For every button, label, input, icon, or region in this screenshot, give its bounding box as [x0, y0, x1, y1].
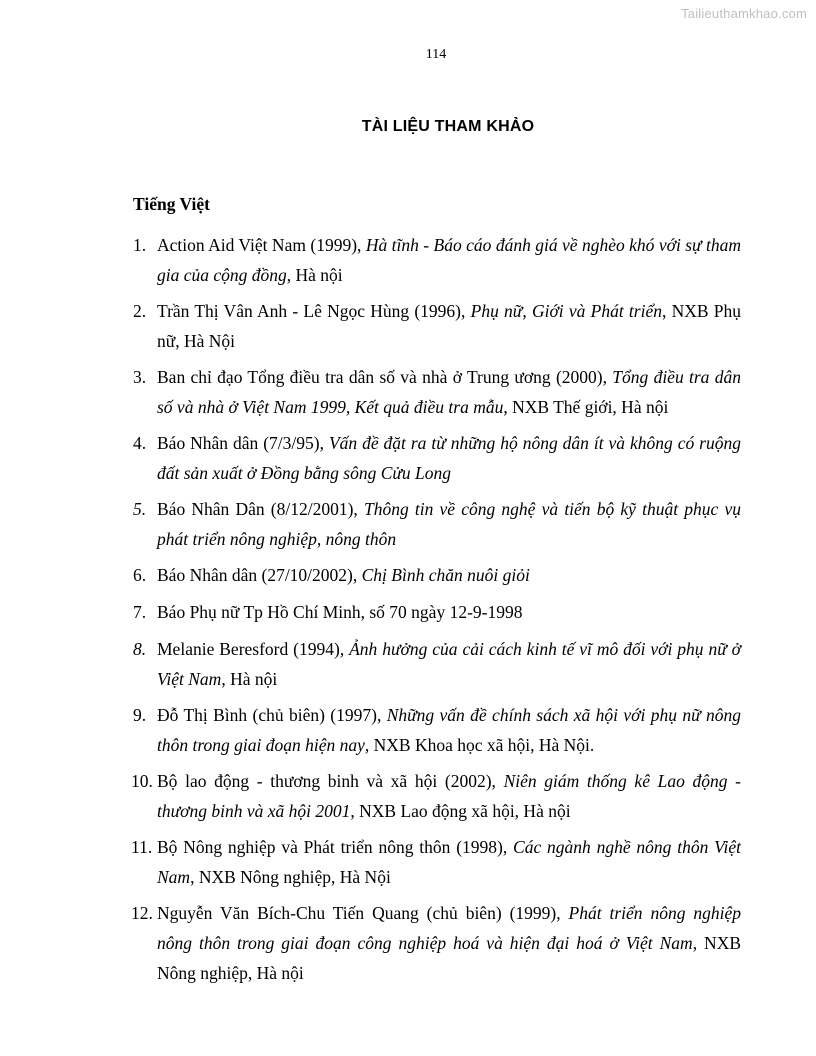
watermark: Tailieuthamkhao.com [681, 6, 807, 21]
reference-item [133, 634, 741, 694]
reference-title: Các ngành nghề nông thôn Việt Nam [157, 837, 742, 887]
reference-publisher: , NXB Lao động xã hội, Hà nội [350, 801, 571, 821]
reference-publisher: , Hà nội [221, 669, 278, 689]
reference-title: Niên giám thống kê Lao động - thương binh và xã hội 2001 [157, 771, 741, 821]
reference-title: Thông tin về công nghệ và tiến bộ kỹ thuật phục vụ phát triển nông nghiệp, nông thôn [157, 499, 741, 549]
reference-title: Ảnh hưởng của cải cách kinh tế vĩ mô đối với phụ nữ ở Việt Nam [157, 639, 741, 689]
reference-item [133, 428, 741, 488]
reference-number: 6. [133, 565, 147, 585]
reference-title: Phát triển nông nghiệp nông thôn trong giai đoạn công nghiệp hoá và hiện đại hoá ở Việt Nam [157, 903, 742, 953]
reference-item [133, 832, 741, 892]
page-number: 114 [425, 47, 447, 62]
reference-item [133, 230, 741, 290]
reference-item [133, 766, 741, 826]
reference-item [133, 560, 741, 590]
reference-publisher: , NXB Nông nghiệp, Hà nội [157, 933, 742, 983]
reference-publisher: , NXB Phụ nữ, Hà Nội [157, 301, 742, 351]
reference-number: 3. [133, 367, 147, 387]
reference-publisher: , Hà nội [286, 265, 343, 285]
reference-publisher: , NXB Thế giới, Hà nội [503, 397, 669, 417]
reference-author: Melanie Beresford (1994), [157, 639, 350, 659]
reference-publisher: , NXB Khoa học xã hội, Hà Nội. [364, 735, 595, 755]
reference-number: 4. [133, 433, 147, 453]
reference-author: Báo Nhân dân (27/10/2002), [157, 565, 362, 585]
reference-number: 2. [133, 301, 147, 321]
reference-author: Bộ Nông nghiệp và Phát triển nông thôn (1998), [157, 837, 514, 857]
reference-title: Tổng điều tra dân số và nhà ở Việt Nam 1999, Kết quả điều tra mẫu [157, 367, 741, 417]
reference-number: 9. [133, 705, 147, 725]
reference-number: 5. [133, 499, 147, 519]
reference-number: 10. [131, 771, 153, 791]
reference-author: Nguyễn Văn Bích-Chu Tiến Quang (chủ biên) (1999), [157, 903, 569, 923]
reference-number: 11. [131, 837, 153, 857]
reference-number: 12. [131, 903, 153, 923]
reference-author: Action Aid Việt Nam (1999), [157, 235, 366, 255]
reference-author: Trần Thị Vân Anh - Lê Ngọc Hùng (1996), [157, 301, 471, 321]
reference-author: Ban chỉ đạo Tổng điều tra dân số và nhà ở Trung ương (2000), [157, 367, 613, 387]
reference-author: Báo Nhân Dân (8/12/2001), [157, 499, 364, 519]
reference-title: Những vấn đề chính sách xã hội với phụ nữ nông thôn trong giai đoạn hiện nay [157, 705, 741, 755]
reference-item [133, 597, 741, 627]
section-heading: Tiếng Việt [133, 194, 210, 214]
page-title: TÀI LIỆU THAM KHẢO [361, 118, 535, 135]
reference-author: Bộ lao động - thương binh và xã hội (2002), [157, 771, 504, 791]
reference-title: Chị Bình chăn nuôi giỏi [361, 565, 530, 585]
reference-item [133, 700, 741, 760]
reference-title: Hà tĩnh - Báo cáo đánh giá về nghèo khó với sự tham gia của cộng đồng [157, 235, 741, 285]
reference-item [133, 494, 741, 554]
reference-author: Đỗ Thị Bình (chủ biên) (1997), [157, 705, 387, 725]
reference-number: 8. [133, 639, 147, 659]
reference-publisher: , NXB Nông nghiệp, Hà Nội [190, 867, 391, 887]
reference-title: Phụ nữ, Giới và Phát triển [470, 301, 662, 321]
reference-number: 7. [133, 602, 147, 622]
reference-item [133, 898, 741, 988]
reference-author: Báo Nhân dân (7/3/95), [157, 433, 329, 453]
reference-title: Vấn đề đặt ra từ những hộ nông dân ít và không có ruộng đất sản xuất ở Đồng bằng sông Cửu Long [157, 433, 741, 483]
reference-number: 1. [133, 235, 147, 255]
reference-list [133, 230, 741, 994]
reference-item [133, 296, 741, 356]
reference-author: Báo Phụ nữ Tp Hồ Chí Minh, số 70 ngày 12-9-1998 [157, 602, 523, 622]
reference-item [133, 362, 741, 422]
